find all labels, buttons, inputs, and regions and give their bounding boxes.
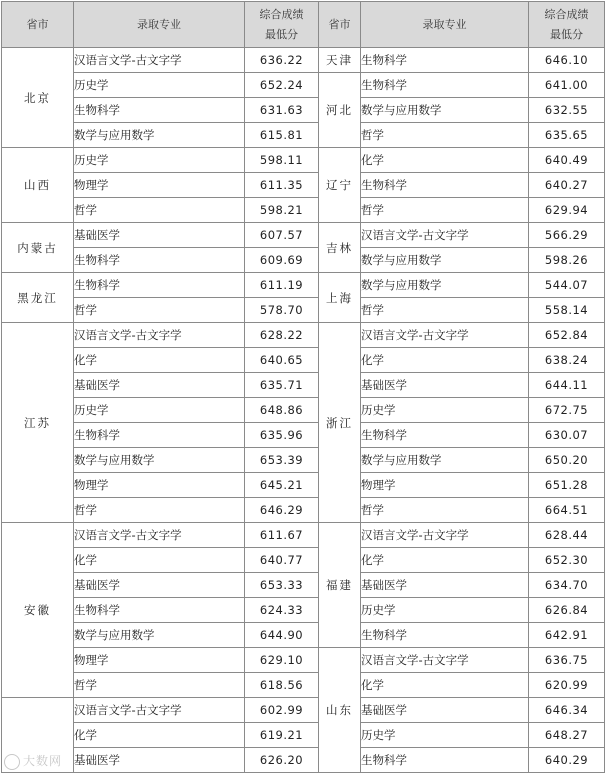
table-row — [2, 73, 605, 98]
major-cell-right: 历史学 — [361, 398, 529, 423]
score-cell-right: 635.65 — [529, 123, 605, 148]
major-cell-right: 汉语言文学-古文字学 — [361, 523, 529, 548]
table-body — [2, 48, 605, 773]
table-row — [2, 673, 605, 698]
table-row — [2, 348, 605, 373]
table-row — [2, 423, 605, 448]
table-row — [2, 123, 605, 148]
score-cell-left: 619.21 — [245, 723, 319, 748]
score-cell-right: 640.49 — [529, 148, 605, 173]
score-cell-left: 602.99 — [245, 698, 319, 723]
score-cell-left: 607.57 — [245, 223, 319, 248]
score-cell-right: 632.55 — [529, 98, 605, 123]
header-score-line1: 综合成绩 — [259, 7, 304, 21]
watermark-logo-icon — [4, 754, 20, 770]
major-cell-right: 生物科学 — [361, 173, 529, 198]
major-cell-right: 化学 — [361, 548, 529, 573]
major-cell-left: 汉语言文学-古文字学 — [74, 698, 245, 723]
score-cell-right: 650.20 — [529, 448, 605, 473]
major-cell-left: 生物科学 — [74, 598, 245, 623]
major-cell-left: 数学与应用数学 — [74, 448, 245, 473]
score-cell-right: 598.26 — [529, 248, 605, 273]
major-cell-right: 基础医学 — [361, 373, 529, 398]
major-cell-left: 基础医学 — [74, 223, 245, 248]
table-row — [2, 698, 605, 723]
major-cell-left: 哲学 — [74, 298, 245, 323]
table-row — [2, 523, 605, 548]
major-cell-left: 化学 — [74, 348, 245, 373]
score-cell-right: 652.84 — [529, 323, 605, 348]
major-cell-left: 物理学 — [74, 648, 245, 673]
major-cell-left: 生物科学 — [74, 248, 245, 273]
province-cell-left: 北京 — [2, 48, 74, 148]
major-cell-right: 基础医学 — [361, 698, 529, 723]
score-cell-left: 611.19 — [245, 273, 319, 298]
major-cell-right: 历史学 — [361, 598, 529, 623]
province-cell-left: 江苏 — [2, 323, 74, 523]
score-cell-left: 652.24 — [245, 73, 319, 98]
score-cell-left: 578.70 — [245, 298, 319, 323]
table-row — [2, 223, 605, 248]
major-cell-left: 化学 — [74, 723, 245, 748]
province-cell-left: 黑龙江 — [2, 273, 74, 323]
major-cell-right: 汉语言文学-古文字学 — [361, 323, 529, 348]
major-cell-right: 生物科学 — [361, 48, 529, 73]
province-cell-left: 山西 — [2, 148, 74, 223]
score-cell-left: 648.86 — [245, 398, 319, 423]
major-cell-right: 化学 — [361, 348, 529, 373]
score-cell-left: 646.29 — [245, 498, 319, 523]
major-cell-left: 汉语言文学-古文字学 — [74, 48, 245, 73]
score-cell-right: 630.07 — [529, 423, 605, 448]
major-cell-right: 汉语言文学-古文字学 — [361, 648, 529, 673]
score-cell-left: 653.39 — [245, 448, 319, 473]
major-cell-left: 物理学 — [74, 173, 245, 198]
major-cell-left: 历史学 — [74, 148, 245, 173]
major-cell-right: 哲学 — [361, 498, 529, 523]
score-cell-right: 640.29 — [529, 748, 605, 773]
score-cell-left: 598.11 — [245, 148, 319, 173]
score-cell-right: 558.14 — [529, 298, 605, 323]
major-cell-right: 数学与应用数学 — [361, 98, 529, 123]
table-row — [2, 248, 605, 273]
score-cell-right: 646.10 — [529, 48, 605, 73]
score-cell-left: 653.33 — [245, 573, 319, 598]
province-cell-right: 浙江 — [319, 323, 361, 523]
score-cell-left: 640.77 — [245, 548, 319, 573]
province-cell-right: 天津 — [319, 48, 361, 73]
major-cell-right: 生物科学 — [361, 623, 529, 648]
header-score-line1: 综合成绩 — [544, 7, 589, 21]
score-cell-right: 626.84 — [529, 598, 605, 623]
score-cell-left: 645.21 — [245, 473, 319, 498]
major-cell-right: 历史学 — [361, 723, 529, 748]
province-cell-right: 上海 — [319, 273, 361, 323]
table-row — [2, 298, 605, 323]
score-cell-left: 636.22 — [245, 48, 319, 73]
score-cell-right: 620.99 — [529, 673, 605, 698]
major-cell-left: 汉语言文学-古文字学 — [74, 523, 245, 548]
major-cell-right: 数学与应用数学 — [361, 448, 529, 473]
header-major-left: 录取专业 — [74, 2, 245, 48]
major-cell-left: 基础医学 — [74, 748, 245, 773]
table-row — [2, 98, 605, 123]
province-cell-right: 山东 — [319, 648, 361, 773]
score-cell-right: 644.11 — [529, 373, 605, 398]
major-cell-left: 历史学 — [74, 73, 245, 98]
watermark-text: 大数网 — [23, 754, 63, 768]
score-cell-right: 648.27 — [529, 723, 605, 748]
score-cell-left: 628.22 — [245, 323, 319, 348]
table-row — [2, 173, 605, 198]
watermark — [4, 752, 62, 770]
major-cell-left: 生物科学 — [74, 98, 245, 123]
table-row — [2, 48, 605, 73]
score-cell-left: 635.96 — [245, 423, 319, 448]
score-cell-right: 652.30 — [529, 548, 605, 573]
table-row — [2, 573, 605, 598]
province-cell-right: 福建 — [319, 523, 361, 648]
score-cell-left: 611.35 — [245, 173, 319, 198]
table-row — [2, 648, 605, 673]
table-row — [2, 398, 605, 423]
major-cell-left: 哲学 — [74, 498, 245, 523]
major-cell-left: 哲学 — [74, 673, 245, 698]
major-cell-right: 生物科学 — [361, 748, 529, 773]
table-row — [2, 548, 605, 573]
score-cell-right: 629.94 — [529, 198, 605, 223]
score-cell-left: 618.56 — [245, 673, 319, 698]
major-cell-left: 物理学 — [74, 473, 245, 498]
major-cell-right: 化学 — [361, 148, 529, 173]
score-cell-left: 609.69 — [245, 248, 319, 273]
major-cell-right: 哲学 — [361, 198, 529, 223]
header-score-line2: 最低分 — [265, 27, 298, 41]
major-cell-left: 化学 — [74, 548, 245, 573]
score-cell-left: 629.10 — [245, 648, 319, 673]
table-row — [2, 498, 605, 523]
table-row — [2, 748, 605, 773]
table-row — [2, 448, 605, 473]
major-cell-left: 数学与应用数学 — [74, 623, 245, 648]
score-cell-right: 636.75 — [529, 648, 605, 673]
header-province-right: 省市 — [319, 2, 361, 48]
score-cell-right: 651.28 — [529, 473, 605, 498]
table-row — [2, 273, 605, 298]
major-cell-right: 数学与应用数学 — [361, 248, 529, 273]
score-cell-right: 634.70 — [529, 573, 605, 598]
major-cell-left: 生物科学 — [74, 423, 245, 448]
header-score-line2: 最低分 — [550, 27, 583, 41]
province-cell-left: 内蒙古 — [2, 223, 74, 273]
header-major-right: 录取专业 — [361, 2, 529, 48]
score-cell-right: 642.91 — [529, 623, 605, 648]
province-cell-right: 辽宁 — [319, 148, 361, 223]
score-cell-left: 631.63 — [245, 98, 319, 123]
table-row — [2, 198, 605, 223]
province-cell-right: 吉林 — [319, 223, 361, 273]
table-row — [2, 323, 605, 348]
major-cell-right: 物理学 — [361, 473, 529, 498]
major-cell-right: 哲学 — [361, 123, 529, 148]
score-cell-left: 598.21 — [245, 198, 319, 223]
score-cell-right: 664.51 — [529, 498, 605, 523]
province-cell-right: 河北 — [319, 73, 361, 148]
table-row — [2, 623, 605, 648]
province-cell-left: 安徽 — [2, 523, 74, 698]
major-cell-left: 基础医学 — [74, 373, 245, 398]
table-row — [2, 723, 605, 748]
major-cell-left: 生物科学 — [74, 273, 245, 298]
score-cell-left: 624.33 — [245, 598, 319, 623]
major-cell-left: 基础医学 — [74, 573, 245, 598]
table-header-row — [2, 2, 605, 48]
major-cell-right: 生物科学 — [361, 423, 529, 448]
major-cell-left: 汉语言文学-古文字学 — [74, 323, 245, 348]
score-cell-right: 628.44 — [529, 523, 605, 548]
header-province-left: 省市 — [2, 2, 74, 48]
header-score-left — [245, 2, 319, 48]
major-cell-left: 哲学 — [74, 198, 245, 223]
table-row — [2, 598, 605, 623]
major-cell-right: 数学与应用数学 — [361, 273, 529, 298]
score-cell-right: 544.07 — [529, 273, 605, 298]
score-cell-right: 672.75 — [529, 398, 605, 423]
score-cell-right: 646.34 — [529, 698, 605, 723]
score-cell-right: 640.27 — [529, 173, 605, 198]
table-row — [2, 373, 605, 398]
score-cell-left: 635.71 — [245, 373, 319, 398]
major-cell-right: 哲学 — [361, 298, 529, 323]
major-cell-left: 历史学 — [74, 398, 245, 423]
score-cell-left: 611.67 — [245, 523, 319, 548]
major-cell-right: 基础医学 — [361, 573, 529, 598]
major-cell-right: 汉语言文学-古文字学 — [361, 223, 529, 248]
score-cell-left: 615.81 — [245, 123, 319, 148]
admission-score-table — [1, 1, 605, 773]
score-cell-left: 626.20 — [245, 748, 319, 773]
score-cell-left: 644.90 — [245, 623, 319, 648]
table-row — [2, 148, 605, 173]
table-row — [2, 473, 605, 498]
score-cell-left: 640.65 — [245, 348, 319, 373]
major-cell-left: 数学与应用数学 — [74, 123, 245, 148]
score-cell-right: 566.29 — [529, 223, 605, 248]
score-cell-right: 638.24 — [529, 348, 605, 373]
major-cell-right: 化学 — [361, 673, 529, 698]
major-cell-right: 生物科学 — [361, 73, 529, 98]
header-score-right — [529, 2, 605, 48]
score-cell-right: 641.00 — [529, 73, 605, 98]
